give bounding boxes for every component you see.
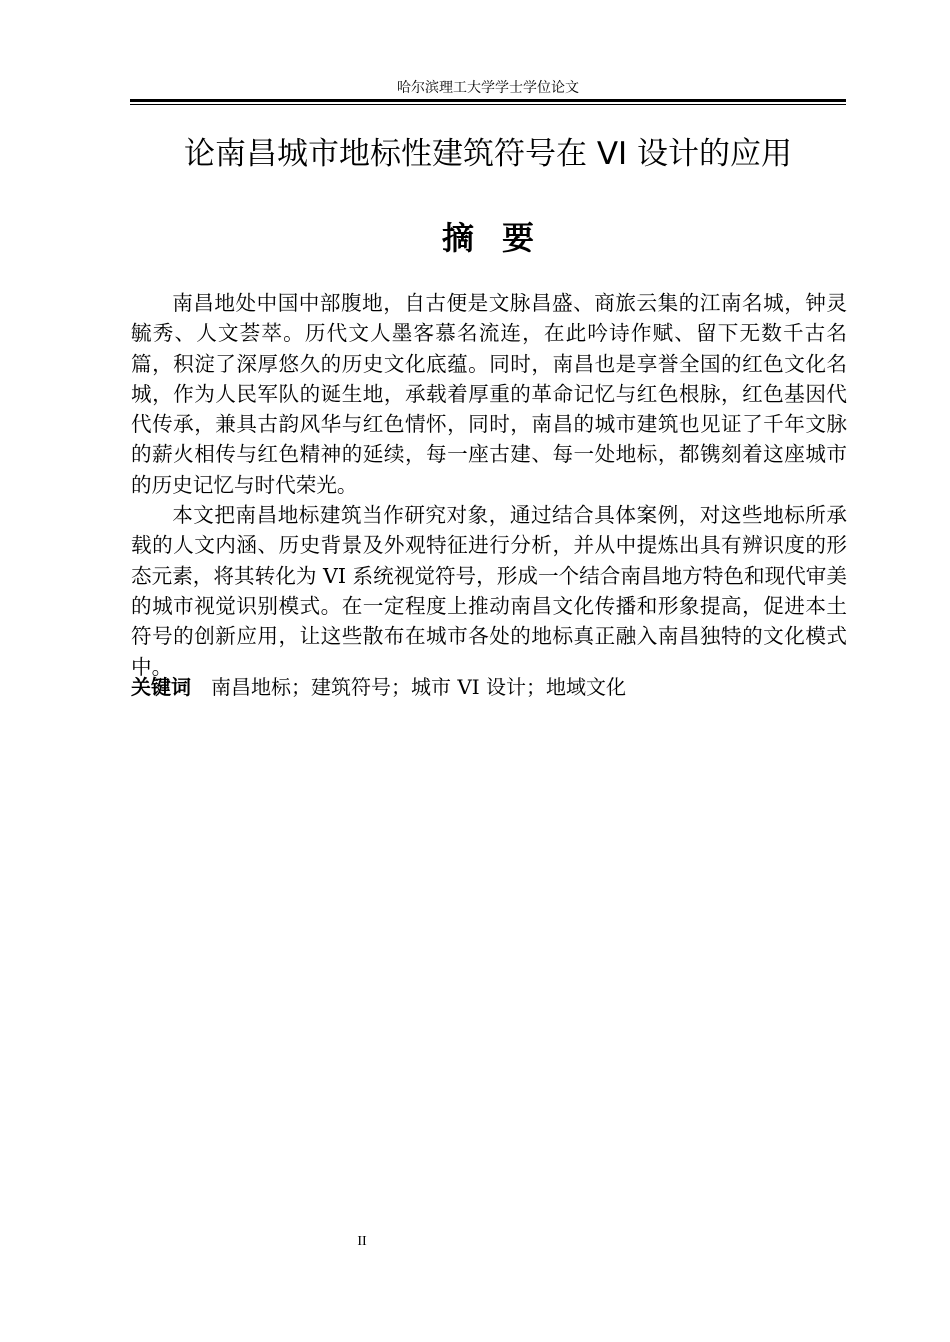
keywords-label: 关键词	[131, 675, 191, 699]
running-header: 哈尔滨理工大学学士学位论文	[397, 80, 579, 96]
keywords-line	[131, 673, 847, 701]
header-rule-thick	[130, 99, 846, 102]
abstract-heading: 摘要	[441, 219, 562, 257]
abstract-paragraph-1: 南昌地处中国中部腹地，自古便是文脉昌盛、商旅云集的江南名城，钟灵毓秀、人文荟萃。历代文人墨客慕名流连，在此吟诗作赋、留下无数千古名篇，积淀了深厚悠久的历史文化底蕴。同时，南昌也是享誉全国的红色文化名城，作为人民军队的诞生地，承载着厚重的革命记忆与红色根脉，红色基因代代传承，兼具古韵风华与红色情怀，同时，南昌的城市建筑也见证了千年文脉的薪火相传与红色精神的延续，每一座古建、每一处地标，都镌刻着这座城市的历史记忆与时代荣光。	[131, 291, 847, 497]
header-rule-thin	[130, 104, 846, 105]
abstract-body	[131, 288, 847, 682]
thesis-title: 论南昌城市地标性建筑符号在 VI 设计的应用	[183, 136, 793, 172]
keywords-text: 南昌地标；建筑符号；城市 VI 设计；地域文化	[211, 675, 627, 699]
page-number: II	[357, 1234, 367, 1249]
abstract-paragraph-2: 本文把南昌地标建筑当作研究对象，通过结合具体案例，对这些地标所承载的人文内涵、历史背景及外观特征进行分析，并从中提炼出具有辨识度的形态元素，将其转化为 VI 系统视觉符号，形成一个结合南昌地方特色和现代审美的城市视觉识别模式。在一定程度上推动南昌文化传播和形象提高，促进本土符号的创新应用，让这些散布在城市各处的地标真正融入南昌独特的文化模式中。	[131, 503, 847, 679]
